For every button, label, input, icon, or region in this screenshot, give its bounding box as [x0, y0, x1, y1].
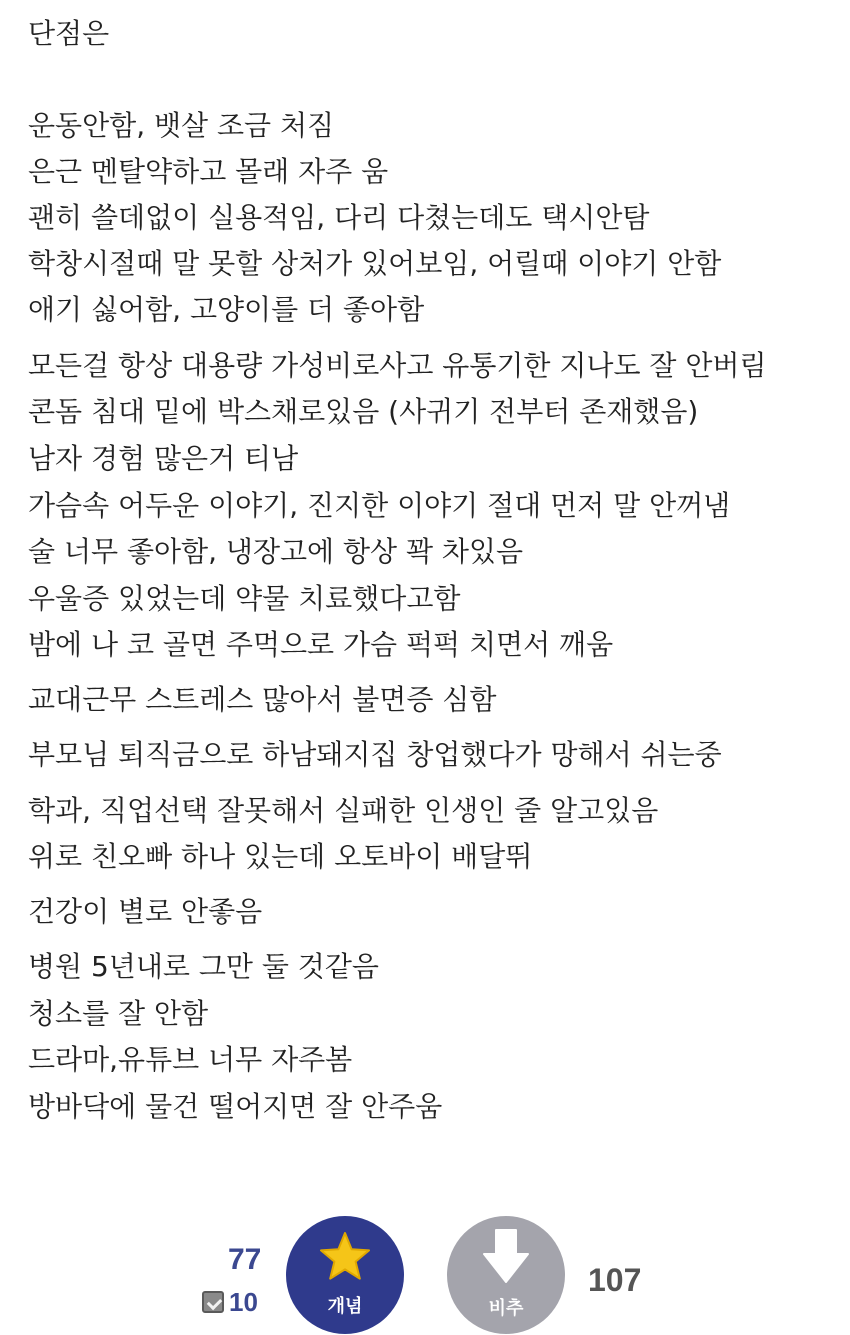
fix-badge-icon	[202, 1291, 224, 1313]
upvote-label: 개념	[327, 1296, 363, 1317]
post-line: 학창시절때 말 못할 상처가 있어보임, 어릴때 이야기 안함	[28, 247, 722, 280]
post-line: 남자 경험 많은거 티남	[28, 442, 299, 475]
post-line: 단점은	[28, 17, 110, 50]
post-line: 드라마,유튜브 너무 자주봄	[28, 1043, 353, 1076]
post-line: 우울증 있었는데 약물 치료했다고함	[28, 582, 461, 615]
post-line: 위로 친오빠 하나 있는데 오토바이 배달뛰	[28, 840, 533, 873]
post-line: 방바닥에 물건 떨어지면 잘 안주움	[28, 1090, 443, 1123]
post-line: 모든걸 항상 대용량 가성비로사고 유통기한 지나도 잘 안버림	[28, 349, 767, 382]
upvote-button[interactable]	[286, 1216, 404, 1334]
post-line: 콘돔 침대 밑에 박스채로있음 (사귀기 전부터 존재했음)	[28, 395, 699, 428]
post-line: 부모님 퇴직금으로 하남돼지집 창업했다가 망해서 쉬는중	[28, 738, 722, 771]
post-line: 은근 멘탈약하고 몰래 자주 움	[28, 155, 389, 188]
post-line: 괜히 쓸데없이 실용적임, 다리 다쳤는데도 택시안탐	[28, 201, 650, 234]
post-line: 술 너무 좋아함, 냉장고에 항상 꽉 차있음	[28, 535, 524, 568]
star-icon	[318, 1230, 372, 1284]
post-line: 가슴속 어두운 이야기, 진지한 이야기 절대 먼저 말 안꺼냄	[28, 489, 731, 522]
upvote-count: 77	[228, 1243, 262, 1276]
post-line: 학과, 직업선택 잘못해서 실패한 인생인 줄 알고있음	[28, 794, 659, 827]
downvote-label: 비추	[488, 1298, 524, 1319]
post-line: 애기 싫어함, 고양이를 더 좋아함	[28, 293, 425, 326]
post-line: 밤에 나 코 골면 주먹으로 가슴 퍽퍽 치면서 깨움	[28, 628, 614, 661]
fixed-upvote-count: 10	[229, 1286, 258, 1317]
downvote-count: 107	[588, 1262, 642, 1298]
post-line: 청소를 잘 안함	[28, 997, 209, 1030]
fixed-upvote-counter	[202, 1287, 258, 1317]
post-line: 운동안함, 뱃살 조금 처짐	[28, 109, 335, 142]
post-line: 교대근무 스트레스 많아서 불면증 심함	[28, 683, 497, 716]
downvote-button[interactable]	[447, 1216, 565, 1334]
post-line: 병원 5년내로 그만 둘 것같음	[28, 950, 379, 983]
post-line: 건강이 별로 안좋음	[28, 895, 263, 928]
vote-area	[0, 1210, 850, 1335]
arrow-down-icon	[480, 1226, 532, 1286]
